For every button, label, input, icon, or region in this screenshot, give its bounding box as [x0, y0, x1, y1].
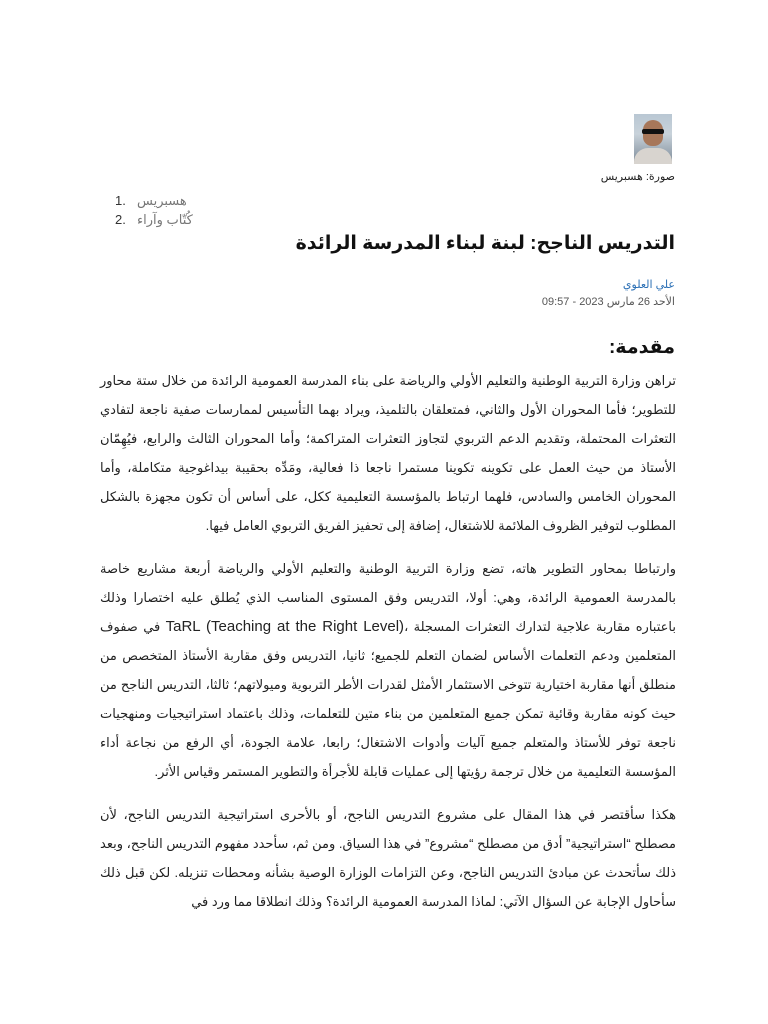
breadcrumb	[115, 193, 255, 231]
article-paragraph-3: هكذا سأقتصر في هذا المقال على مشروع التدريس الناجح، أو بالأحرى استراتيجية التدريس الناجح، لأن مصطلح “استراتيجية” أدق من مصطلح “مشروع” في هذا السياق. ومن ثم، سأحدد مفهوم التدريس الناجح، وبعد ذلك سأتحدث عن مبادئ التدريس الناجح، وعن التزامات الوزارة الوصية بشأنه ومحطات تنزيله. لكن قبل ذلك سأحاول الإجابة عن السؤال الآتي: لماذا المدرسة العمومية الرائدة؟ وذلك انطلاقا مما ورد في	[100, 807, 676, 909]
article-paragraph-2	[100, 554, 676, 786]
author-photo-sunglasses	[642, 129, 664, 134]
publish-date: الأحد 26 مارس 2023 - 09:57	[541, 296, 675, 308]
breadcrumb-number: 2.	[115, 212, 126, 227]
section-heading: مقدمة:	[608, 337, 675, 358]
paragraph-2-part-1: وارتباطا بمحاور التطوير هاته، تضع وزارة التربية الوطنية والتعليم الأولي والرياضة أربعة مشاريع خاصة بالمدرسة العمومية الرائدة، وهي: أولا، التدريس وفق المستوى المناسب الذي يُطلق عليه اختصارا وذلك باعتباره مقاربة علاجية لتدارك التعثرات المسجلة ،	[100, 561, 676, 634]
author-photo[interactable]	[634, 114, 672, 164]
article-paragraph-1: تراهن وزارة التربية الوطنية والتعليم الأولي والرياضة على بناء المدرسة العمومية الرائدة من خلال ستة محاور للتطوير؛ فأما المحوران الأول والثاني، فمتعلقان بالتلميذ، ويراد بهما التأسيس لممارسات صفية ناجعة لتفادي التعثرات المحتملة، وتقديم الدعم التربوي لتجاوز التعثرات المتراكمة؛ وأما المحوران الثالث والرابع، فيُهِمّان الأستاذ من حيث العمل على تكوينه تكوينا مستمرا ناجعا ذا فعالية، ومَدِّه بحقيبة بيداغوجية متكاملة، وأما المحوران الخامس والسادس، فلهما ارتباط بالمؤسسة التعليمية ككل، على أساس أن تكون مجهزة بالشكل المطلوب لتوفير الظروف الملائمة للاشتغال، إضافة إلى تحفيز الفريق التربوي العامل فيها.	[100, 373, 676, 533]
breadcrumb-item-opinions[interactable]	[115, 212, 255, 231]
tarl-term: TaRL (Teaching at the Right Level)	[165, 618, 405, 635]
paragraph-2-part-2: في صفوف المتعلمين ودعم التعلمات الأساس لضمان التعلم للجميع؛ ثانيا، التدريس وفق مقاربة الأستاذ المتخصص من منطلق أنها مقاربة اختيارية تتوخى الاستثمار الأمثل لقدرات الأطر التربوية وميولاتهم؛ ثالثا، التدريس الناجح من حيث كونه مقاربة وقائية تمكن جميع المتعلمين من بناء متين للتعلمات، وذلك باعتماد استراتيجيات ومنهجيات ناجعة توفر للأستاذ والمتعلم جميع آليات وأدوات الاشتغال؛ رابعا، علامة الجودة، أي الرفع من نجاعة أداء المؤسسة التعليمية من خلال ترجمة رؤيتها إلى عمليات قابلة للأجرأة والتطوير المستمر وقياس الأثر.	[100, 619, 676, 779]
article-body	[100, 366, 676, 930]
photo-caption: صورة: هسبريس	[600, 171, 675, 183]
breadcrumb-link[interactable]: كُتّاب وآراء	[137, 212, 193, 227]
author-photo-shirt	[634, 148, 672, 164]
author-name-link[interactable]: علي العلوي	[622, 279, 675, 291]
breadcrumb-number: 1.	[115, 193, 126, 208]
breadcrumb-item-hespress[interactable]	[115, 193, 255, 212]
breadcrumb-link[interactable]: هسبريس	[137, 193, 187, 208]
article-title: التدريس الناجح: لبنة لبناء المدرسة الرائدة	[295, 233, 675, 254]
